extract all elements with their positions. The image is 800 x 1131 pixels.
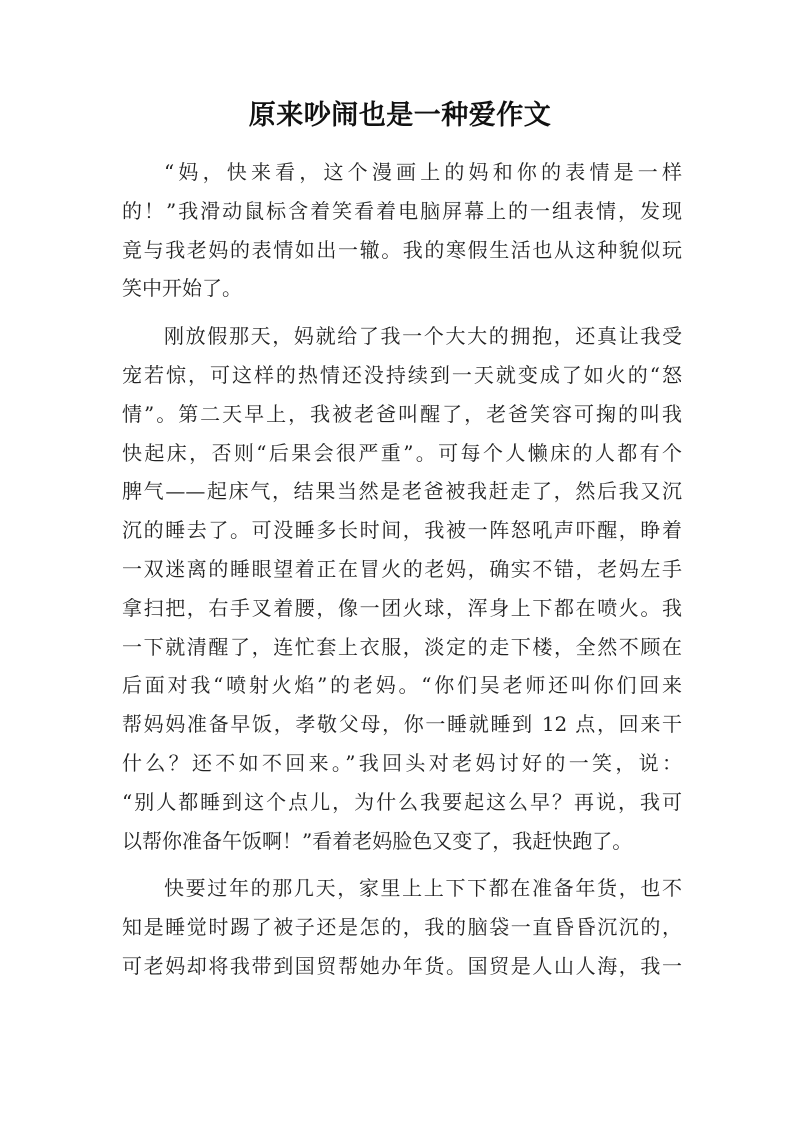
paragraph-line: “别人都睡到这个点儿，为什么我要起这么早？再说，我可 [122, 789, 682, 814]
paragraph-3 [122, 869, 682, 985]
paragraph-line: 刚放假那天，妈就给了我一个大大的拥抱，还真让我受 [164, 324, 682, 349]
paragraph-2 [122, 317, 682, 860]
paragraph-line: 沉的睡去了。可没睡多长时间，我被一阵怒吼声吓醒，睁着 [122, 518, 682, 543]
paragraph-line: 可老妈却将我带到国贸帮她办年货。国贸是人山人海，我一 [122, 953, 682, 978]
paragraph-line: 宠若惊，可这样的热情还没持续到一天就变成了如火的“怒 [122, 362, 682, 387]
paragraph-line: 帮妈妈准备早饭，孝敬父母，你一睡就睡到 12 点，回来干 [122, 712, 682, 737]
document-title: 原来吵闹也是一种爱作文 [248, 100, 552, 131]
paragraph-line: 一下就清醒了，连忙套上衣服，淡定的走下楼，全然不顾在 [122, 634, 682, 659]
paragraph-line: 快要过年的那几天，家里上上下下都在准备年货，也不 [164, 876, 682, 901]
paragraph-line: 一双迷离的睡眼望着正在冒火的老妈，确实不错，老妈左手 [122, 556, 682, 581]
paragraph-line: 的！”我滑动鼠标含着笑看着电脑屏幕上的一组表情，发现 [122, 198, 682, 223]
paragraph-line: “妈，快来看，这个漫画上的妈和你的表情是一样 [164, 160, 682, 184]
paragraph-1 [122, 153, 682, 308]
paragraph-line: 笑中开始了。 [122, 276, 242, 301]
paragraph-line: 脾气——起床气，结果当然是老爸被我赶走了，然后我又沉 [122, 479, 682, 504]
paragraph-line: 知是睡觉时踢了被子还是怎的，我的脑袋一直昏昏沉沉的， [122, 915, 682, 940]
paragraph-line: 竟与我老妈的表情如出一辙。我的寒假生活也从这种貌似玩 [122, 237, 682, 262]
paragraph-line: 快起床，否则“后果会很严重”。可每个人懒床的人都有个 [122, 440, 682, 465]
paragraph-line: 情”。第二天早上，我被老爸叫醒了，老爸笑容可掬的叫我 [122, 401, 682, 426]
paragraph-line: 什么？还不如不回来。”我回头对老妈讨好的一笑，说： [122, 750, 682, 775]
paragraph-line: 以帮你准备午饭啊！”看着老妈脸色又变了，我赶快跑了。 [122, 828, 633, 853]
document-body [122, 153, 682, 995]
paragraph-line: 拿扫把，右手叉着腰，像一团火球，浑身上下都在喷火。我 [122, 595, 682, 620]
paragraph-line: 后面对我“喷射火焰”的老妈。“你们吴老师还叫你们回来 [122, 673, 682, 698]
